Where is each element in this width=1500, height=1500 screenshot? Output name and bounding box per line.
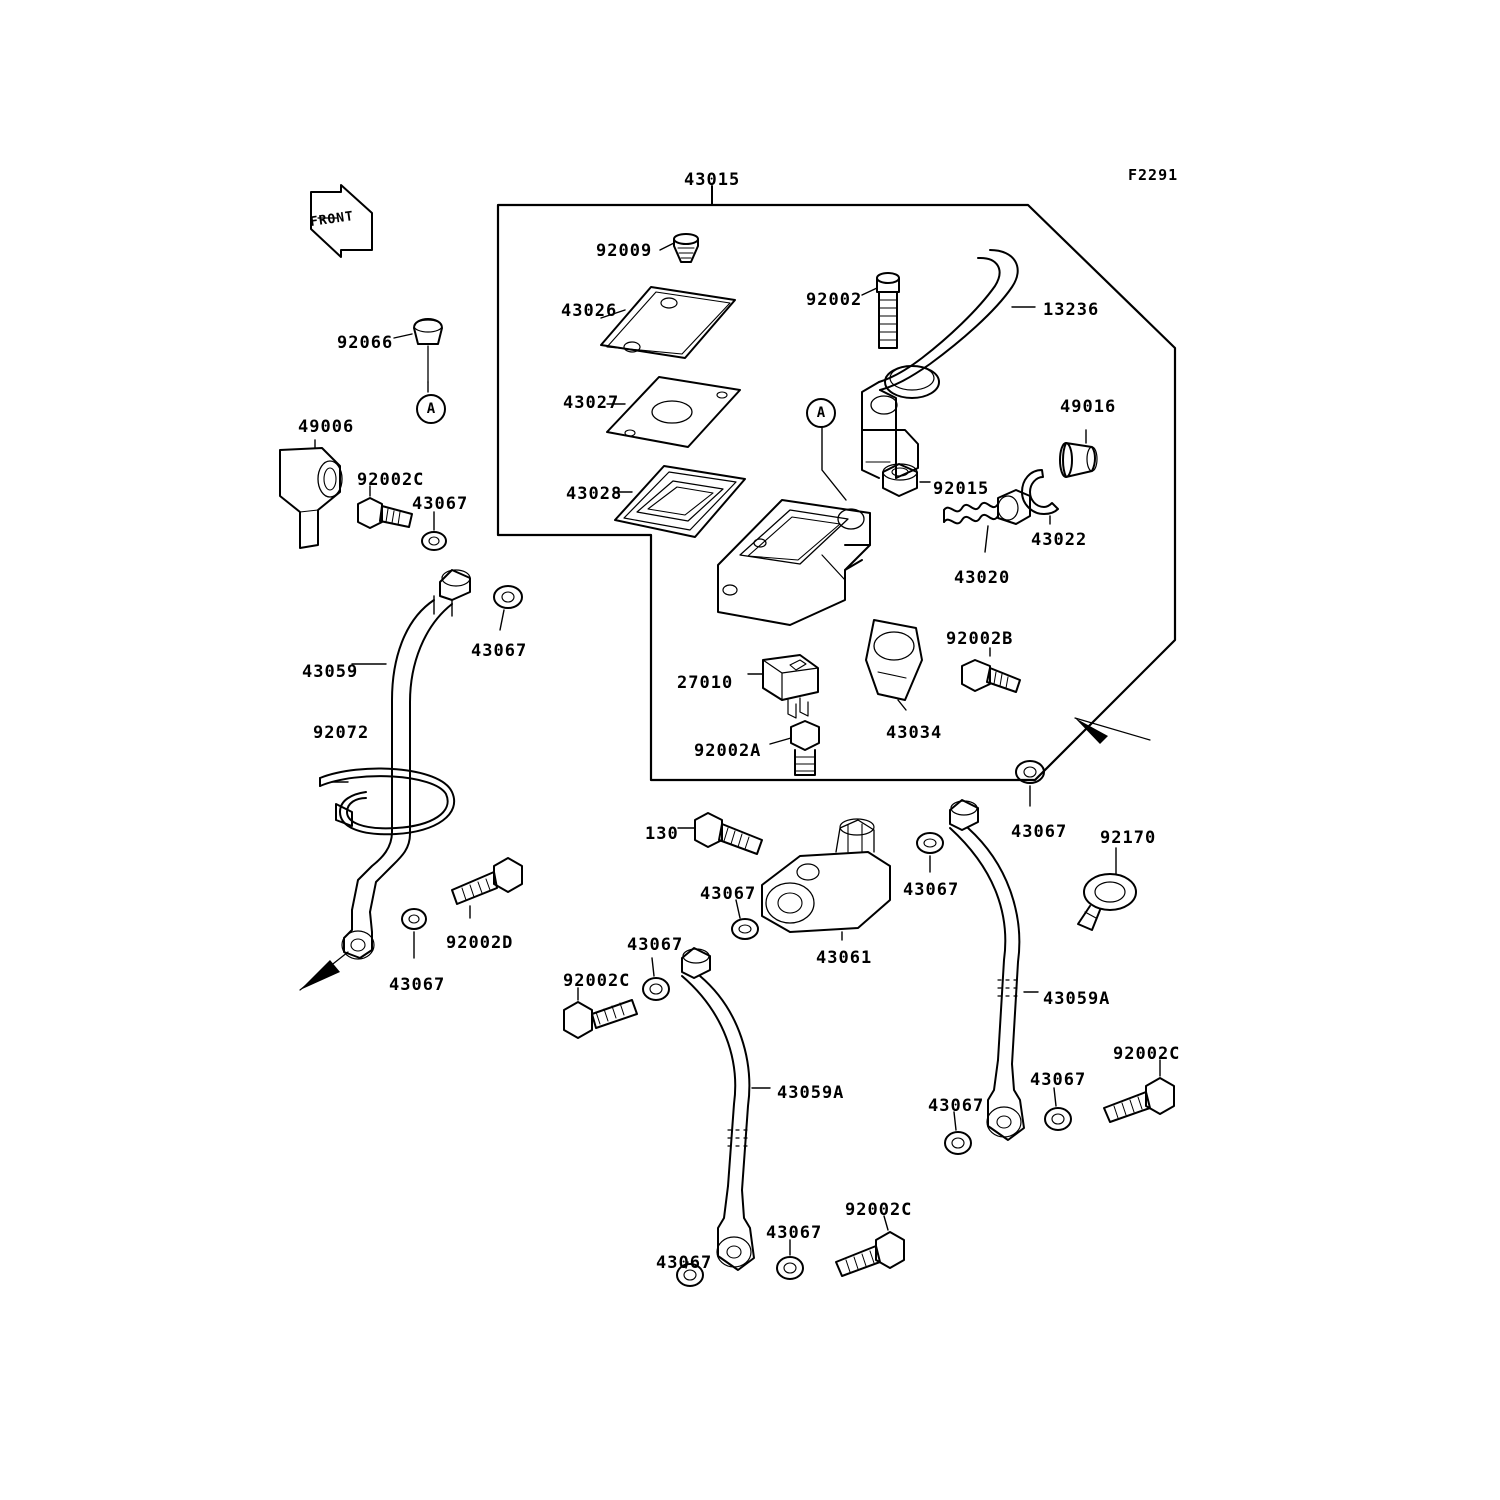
sheet-code: F2291 — [1128, 166, 1179, 184]
part-92002C-d — [836, 1216, 904, 1276]
part-label-43026[interactable]: 43026 — [561, 301, 618, 321]
part-label-43027[interactable]: 43027 — [563, 393, 620, 413]
part-130 — [678, 813, 762, 854]
part-43067-h — [1045, 1088, 1071, 1130]
part-43059A-b — [682, 948, 770, 1270]
part-label-43067-g[interactable]: 43067 — [389, 975, 446, 995]
part-43067-g — [402, 909, 426, 958]
part-92002B — [962, 648, 1020, 692]
part-label-43067-k[interactable]: 43067 — [656, 1253, 713, 1273]
part-43020 — [944, 490, 1030, 552]
part-43067-c — [1016, 761, 1044, 806]
part-label-92072[interactable]: 92072 — [313, 723, 370, 743]
part-label-27010[interactable]: 27010 — [677, 673, 734, 693]
part-13236 — [862, 250, 1035, 478]
part-label-43067-c[interactable]: 43067 — [1011, 822, 1068, 842]
part-label-92066[interactable]: 92066 — [337, 333, 394, 353]
part-label-43020[interactable]: 43020 — [954, 568, 1011, 588]
part-master-cylinder-body — [718, 500, 870, 625]
part-label-92002c-c[interactable]: 92002C — [1113, 1044, 1181, 1064]
part-43061 — [762, 819, 890, 940]
part-92002C-a — [358, 486, 412, 528]
part-92072 — [320, 769, 454, 835]
part-label-43067-f[interactable]: 43067 — [627, 935, 684, 955]
part-label-49006[interactable]: 49006 — [298, 417, 355, 437]
part-92002 — [862, 273, 899, 348]
part-label-43067-h[interactable]: 43067 — [1030, 1070, 1087, 1090]
part-43059 — [300, 570, 470, 990]
part-43067-d — [732, 900, 758, 939]
part-92170 — [1078, 848, 1136, 930]
part-label-92170[interactable]: 92170 — [1100, 828, 1157, 848]
part-label-43067-j[interactable]: 43067 — [766, 1223, 823, 1243]
part-label-92002c-d[interactable]: 92002C — [845, 1200, 913, 1220]
part-label-92015[interactable]: 92015 — [933, 479, 990, 499]
part-43059A-a — [950, 800, 1038, 1140]
part-label-92002a[interactable]: 92002A — [694, 741, 762, 761]
front-arrow-label: FRONT — [309, 209, 355, 230]
part-label-43059a-a[interactable]: 43059A — [1043, 989, 1111, 1009]
part-92015 — [883, 464, 930, 496]
part-label-43059a-b[interactable]: 43059A — [777, 1083, 845, 1103]
part-49006 — [280, 440, 342, 548]
part-43026 — [601, 287, 735, 358]
part-43067-j — [777, 1240, 803, 1279]
part-label-92002b[interactable]: 92002B — [946, 629, 1014, 649]
part-label-49016[interactable]: 49016 — [1060, 397, 1117, 417]
part-label-92002c-a[interactable]: 92002C — [357, 470, 425, 490]
part-43067-i — [945, 1112, 971, 1154]
part-label-13236[interactable]: 13236 — [1043, 300, 1100, 320]
part-49016 — [1060, 430, 1097, 477]
part-92002D — [452, 858, 522, 918]
part-43067-e — [917, 833, 943, 872]
callout-a-left[interactable]: A — [416, 394, 446, 424]
part-92002A — [770, 721, 819, 775]
part-label-92002d[interactable]: 92002D — [446, 933, 514, 953]
part-43067-b — [494, 586, 522, 630]
part-label-43067-i[interactable]: 43067 — [928, 1096, 985, 1116]
part-label-43067-e[interactable]: 43067 — [903, 880, 960, 900]
part-92002C-c — [1104, 1060, 1174, 1122]
part-label-43015[interactable]: 43015 — [684, 170, 741, 190]
part-label-43061[interactable]: 43061 — [816, 948, 873, 968]
part-92002C-b — [564, 988, 637, 1038]
callout-a-center[interactable]: A — [806, 398, 836, 428]
part-92066 — [394, 319, 442, 382]
part-43027 — [607, 377, 740, 447]
part-label-43067-d[interactable]: 43067 — [700, 884, 757, 904]
part-label-130[interactable]: 130 — [645, 824, 679, 844]
part-label-43067-a[interactable]: 43067 — [412, 494, 469, 514]
part-27010 — [748, 655, 818, 718]
part-label-43059[interactable]: 43059 — [302, 662, 359, 682]
part-43067-f — [643, 958, 669, 1000]
part-label-43067-b[interactable]: 43067 — [471, 641, 528, 661]
part-label-43022[interactable]: 43022 — [1031, 530, 1088, 550]
part-label-43034[interactable]: 43034 — [886, 723, 943, 743]
part-43067-a — [422, 512, 446, 550]
part-92009 — [660, 234, 698, 262]
part-label-92002c-b[interactable]: 92002C — [563, 971, 631, 991]
part-label-92002[interactable]: 92002 — [806, 290, 863, 310]
part-43022 — [1022, 470, 1058, 524]
part-43028 — [614, 466, 745, 537]
part-label-92009[interactable]: 92009 — [596, 241, 653, 261]
part-43034 — [866, 620, 922, 710]
part-label-43028[interactable]: 43028 — [566, 484, 623, 504]
